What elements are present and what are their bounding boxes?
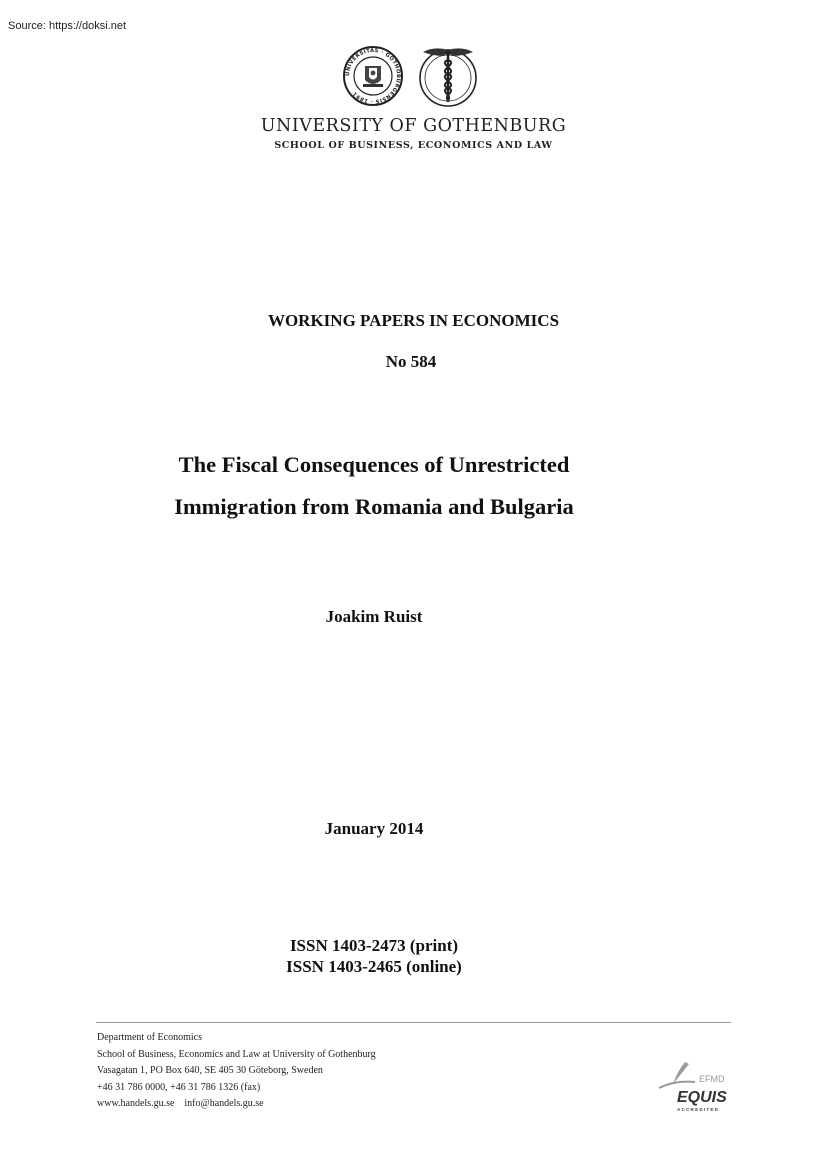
- svg-text:UNIVERSITAS · GOTHOBURGENSIS ·: UNIVERSITAS · GOTHOBURGENSIS · 1891: [344, 47, 402, 105]
- publication-date: January 2014: [324, 819, 424, 838]
- university-name: UNIVERSITY OF GOTHENBURG: [260, 116, 567, 136]
- paper-title-line-1: The Fiscal Consequences of Unrestricted: [178, 452, 570, 477]
- school-name: SCHOOL OF BUSINESS, ECONOMICS AND LAW: [274, 140, 553, 151]
- footer-phone: +46 31 786 0000, +46 31 786 1326 (fax): [97, 1081, 261, 1093]
- university-logos: [343, 44, 479, 108]
- caduceus-emblem-icon: [420, 48, 476, 106]
- author-name: Joakim Ruist: [325, 607, 423, 626]
- issn-print: ISSN 1403-2473 (print): [289, 936, 459, 955]
- equis-accreditation-logo: [655, 1058, 733, 1116]
- footer-address: Vasagatan 1, PO Box 640, SE 405 30 Göteborg, Sweden: [97, 1065, 323, 1076]
- footer-divider: [96, 1022, 731, 1023]
- equis-label: EQUIS: [677, 1089, 727, 1106]
- university-seal-icon: [344, 47, 402, 105]
- paper-title-line-2: Immigration from Romania and Bulgaria: [174, 494, 574, 519]
- series-title: WORKING PAPERS IN ECONOMICS: [267, 311, 560, 330]
- issn-online: ISSN 1403-2465 (online): [286, 957, 462, 976]
- footer-web[interactable]: www.handels.gu.se info@handels.gu.se: [97, 1098, 264, 1109]
- accredited-label: ACCREDITED: [677, 1107, 720, 1112]
- source-label: Source: https://doksi.net: [8, 20, 127, 32]
- paper-number: No 584: [385, 352, 437, 371]
- efmd-label: EFMD: [699, 1074, 725, 1084]
- footer-contact: [97, 1030, 376, 1113]
- footer-department: Department of Economics: [97, 1032, 202, 1043]
- footer-school: School of Business, Economics and Law at University of Gothenburg: [97, 1048, 376, 1060]
